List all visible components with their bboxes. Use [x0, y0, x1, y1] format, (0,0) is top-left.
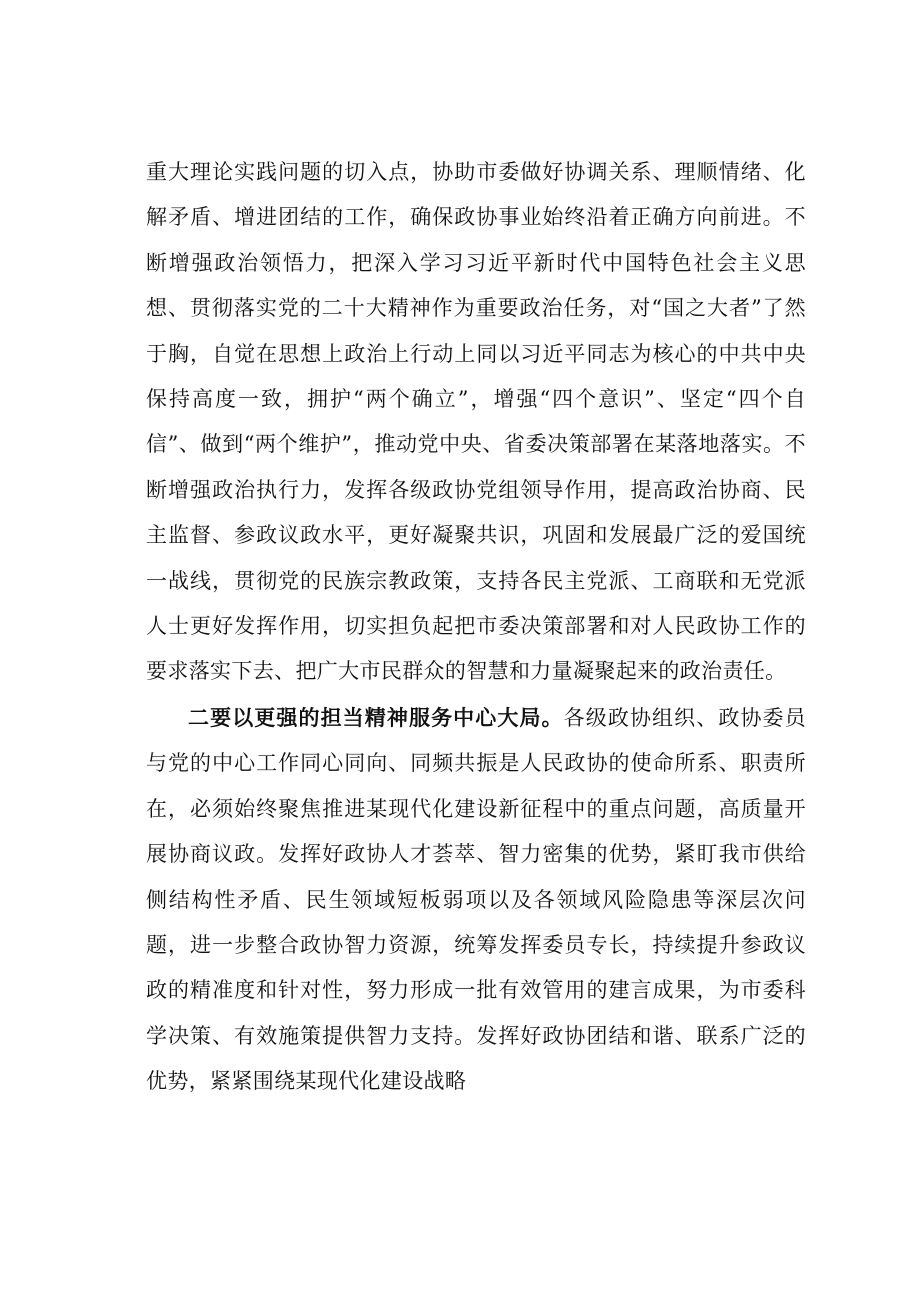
paragraph-2-body: 各级政协组织、政协委员与党的中心工作同心同向、同频共振是人民政协的使命所系、职责所在，必须始终聚焦推进某现代化建设新征程中的重点问题，高质量开展协商议政。发挥好政协人才荟萃、智力密集的优势，紧盯我市供给侧结构性矛盾、民生领域短板弱项以及各领域风险隐患等深层次问题，进一步整合政协智力资源，统筹发挥委员专长，持续提升参政议政的精准度和针对性，努力形成一批有效管用的建言成果，为市委科学决策、有效施策提供智力支持。发挥好政协团结和谐、联系广泛的优势，紧紧围绕某现代化建设战略	[146, 705, 806, 1094]
paragraph-political-responsibility	[146, 150, 806, 695]
paragraph-2-heading: 二要以更强的担当精神服务中心大局。	[188, 704, 564, 730]
document-body	[146, 150, 806, 1105]
paragraph-1-text: 重大理论实践问题的切入点，协助市委做好协调关系、理顺情绪、化解矛盾、增进团结的工作，确保政协事业始终沿着正确方向前进。不断增强政治领悟力，把深入学习习近平新时代中国特色社会主义思想、贯彻落实党的二十大精神作为重要政治任务，对“国之大者”了然于胸，自觉在思想上政治上行动上同以习近平同志为核心的中共中央保持高度一致，拥护“两个确立”，增强“四个意识”、坚定“四个自信”、做到“两个维护”，推动党中央、省委决策部署在某落地落实。不断增强政治执行力，发挥各级政协党组领导作用，提高政治协商、民主监督、参政议政水平，更好凝聚共识，巩固和发展最广泛的爱国统一战线，贯彻党的民族宗教政策，支持各民主党派、工商联和无党派人士更好发挥作用，切实担负起把市委决策部署和对人民政协工作的要求落实下去、把广大市民群众的智慧和力量凝聚起来的政治责任。	[146, 160, 806, 684]
paragraph-serve-central-tasks	[146, 695, 806, 1105]
